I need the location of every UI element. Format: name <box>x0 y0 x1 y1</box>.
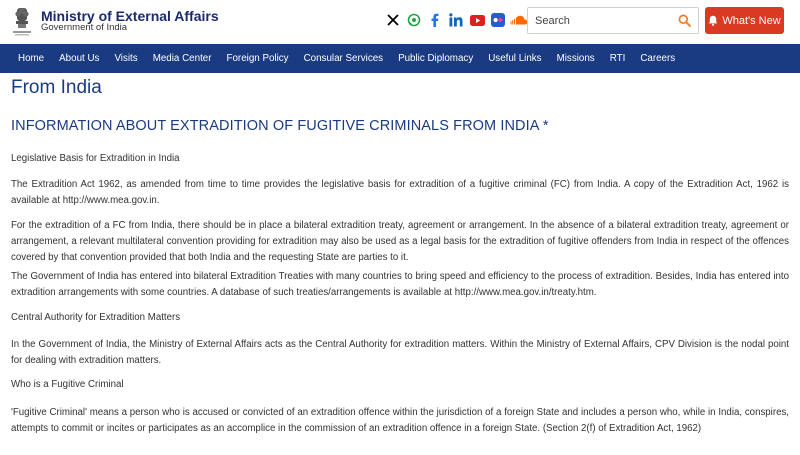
nav-item-visits[interactable]: Visits <box>114 53 138 64</box>
site-header <box>0 0 800 42</box>
site-subtitle: Government of India <box>41 22 128 33</box>
subheading-fugitive-criminal: Who is a Fugitive Criminal <box>11 379 124 390</box>
paragraph-bilateral-treaties: The Government of India has entered into bilateral Extradition Treaties with many countries to bring speed and efficiency to the process of extradition. Besides, India has entered into extradition arrangements with some countries. A database of such treaties/arrangements is available at http://www.mea.gov.in/treaty.htm. <box>11 271 789 298</box>
nav-item-about-us[interactable]: About Us <box>59 53 100 64</box>
facebook-icon[interactable] <box>426 11 444 29</box>
nav-item-careers[interactable]: Careers <box>640 53 676 64</box>
x-icon[interactable] <box>384 11 402 29</box>
search-box <box>527 7 699 34</box>
nav-item-consular-services[interactable]: Consular Services <box>303 53 384 64</box>
page-title: From India <box>11 77 102 98</box>
whatsapp-icon[interactable] <box>405 11 423 29</box>
search-icon[interactable] <box>678 14 691 27</box>
nav-item-home[interactable]: Home <box>18 53 45 64</box>
paragraph-central-authority: In the Government of India, the Ministry of External Affairs acts as the Central Authority for extradition matters. Within the Ministry of External Affairs, CPV Division is the nodal point for dealing with extradition matters. <box>11 339 789 366</box>
nav-item-missions[interactable]: Missions <box>556 53 595 64</box>
nav-item-foreign-policy[interactable]: Foreign Policy <box>226 53 289 64</box>
national-emblem-icon[interactable] <box>10 5 34 37</box>
nav-item-media-center[interactable]: Media Center <box>152 53 212 64</box>
site-title[interactable]: Ministry of External Affairs <box>41 8 219 24</box>
nav-item-public-diplomacy[interactable]: Public Diplomacy <box>398 53 474 64</box>
paragraph-treaty-requirement: For the extradition of a FC from India, there should be in place a bilateral extradition treaty, agreement or arrangement. In the absence of a bilateral extradition treaty, agreement or arrangement, a relevant multilateral convention providing for extradition may also be used as a legal basis for the extradition of fugitive offenders from India in respect of the offences covered by that convention provided that both India and the requesting State are parties to it. <box>11 220 789 263</box>
whats-new-button[interactable] <box>705 7 784 34</box>
subheading-central-authority: Central Authority for Extradition Matters <box>11 312 181 323</box>
nav-item-rti[interactable]: RTI <box>609 53 626 64</box>
youtube-icon[interactable] <box>468 11 486 29</box>
bell-icon <box>708 15 718 26</box>
whats-new-label: What's New <box>722 14 781 27</box>
section-title: INFORMATION ABOUT EXTRADITION OF FUGITIVE CRIMINALS FROM INDIA * <box>11 118 549 134</box>
soundcloud-icon[interactable] <box>510 11 528 29</box>
paragraph-fugitive-criminal-definition: 'Fugitive Criminal' means a person who is accused or convicted of an extradition offence within the jurisdiction of a foreign State and includes a person who, while in India, conspires, attempts to commit or incites or participates as an accomplice in the commission of an extradition offence in a foreign State. (Section 2(f) of Extradition Act, 1962) <box>11 407 789 434</box>
main-navigation <box>0 44 800 73</box>
nav-item-useful-links[interactable]: Useful Links <box>488 53 542 64</box>
paragraph-extradition-act: The Extradition Act 1962, as amended from time to time provides the legislative basis for extradition of a fugitive criminal (FC) from India. A copy of the Extradition Act, 1962 is available at http://www.mea.gov.in. <box>11 179 789 206</box>
search-input[interactable] <box>528 8 668 33</box>
linkedin-icon[interactable] <box>447 11 465 29</box>
flickr-icon[interactable] <box>489 11 507 29</box>
subheading-legislative-basis: Legislative Basis for Extradition in India <box>11 153 180 164</box>
